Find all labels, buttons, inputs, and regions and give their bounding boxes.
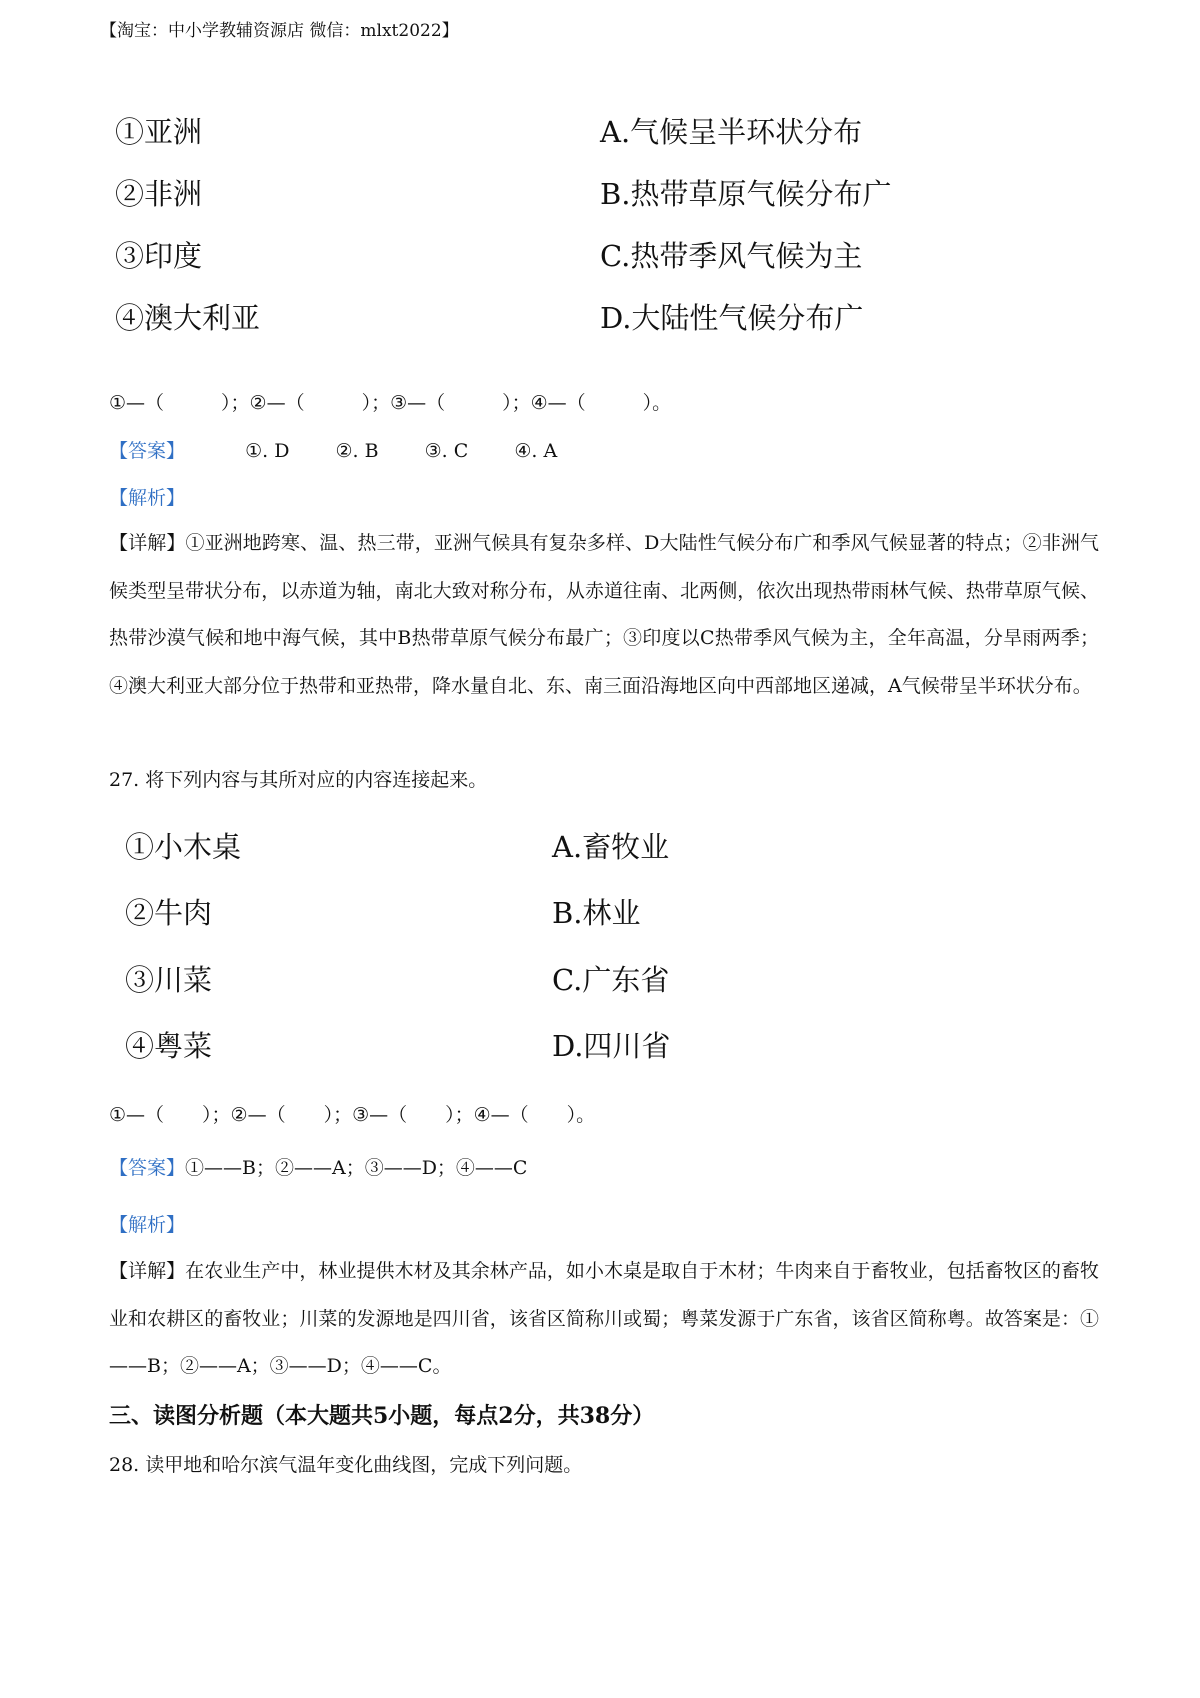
q26-left-item-3: ③印度 bbox=[115, 239, 203, 273]
answer-tag: 【答案】 bbox=[109, 440, 186, 462]
q26-answer bbox=[109, 436, 597, 463]
q27-analysis-tag: 【解析】 bbox=[109, 1214, 186, 1236]
q27-detail: 【详解】在农业生产中，林业提供木材及其余林产品，如小木桌是取自于木材；牛肉来自于畜牧业，包括畜牧区的畜牧业和农耕区的畜牧业；川菜的发源地是四川省，该省区简称川或蜀；粤菜发源于广东省，该省区简称粤。故答案是：①——B；②——A；③——D；④——C。 bbox=[109, 1260, 1099, 1377]
q26-left-item-2: ②非洲 bbox=[115, 177, 203, 211]
q26-right-item-c: C.热带季风气候为主 bbox=[600, 239, 863, 273]
q26-answer-3: ③. C bbox=[424, 440, 469, 462]
q27-right-item-a: A.畜牧业 bbox=[552, 830, 670, 864]
q27-left-item-2: ②牛肉 bbox=[125, 896, 213, 930]
q27-blanks: ①—（ ）；②—（ ）；③—（ ）；④—（ ）。 bbox=[109, 1104, 596, 1126]
q26-analysis-tag: 【解析】 bbox=[109, 487, 186, 509]
q27-right-item-b: B.林业 bbox=[552, 896, 641, 930]
page-header: 【淘宝：中小学教辅资源店 微信：mlxt2022】 bbox=[100, 21, 459, 41]
q26-left-item-4: ④澳大利亚 bbox=[115, 301, 261, 335]
q27-right-item-d: D.四川省 bbox=[552, 1029, 671, 1063]
q26-right-item-b: B.热带草原气候分布广 bbox=[600, 177, 892, 211]
q26-detail: 【详解】①亚洲地跨寒、温、热三带，亚洲气候具有复杂多样、D大陆性气候分布广和季风气候显著的特点；②非洲气候类型呈带状分布，以赤道为轴，南北大致对称分布，从赤道往南、北两侧，依次出现热带雨林气候、热带草原气候、热带沙漠气候和地中海气候，其中B热带草原气候分布最广；③印度以C热带季风气候为主，全年高温，分旱雨两季；④澳大利亚大部分位于热带和亚热带，降水量自北、东、南三面沿海地区向中西部地区递减，A气候带呈半环状分布。 bbox=[109, 532, 1099, 697]
q26-answer-4: ④. A bbox=[514, 440, 558, 462]
q27-left-item-3: ③川菜 bbox=[125, 963, 213, 997]
q27-answer-text: ①——B；②——A；③——D；④——C bbox=[185, 1157, 528, 1179]
q26-blanks: ①—（ ）；②—（ ）；③—（ ）；④—（ ）。 bbox=[109, 392, 672, 414]
q27-right-item-c: C.广东省 bbox=[552, 963, 670, 997]
q26-right-item-a: A.气候呈半环状分布 bbox=[600, 115, 863, 149]
answer-tag: 【答案】 bbox=[109, 1157, 186, 1179]
section-three-title: 三、读图分析题（本大题共5小题，每点2分，共38分） bbox=[109, 1403, 655, 1429]
q26-left-item-1: ①亚洲 bbox=[115, 115, 203, 149]
q27-answer bbox=[109, 1153, 527, 1180]
q27-left-item-4: ④粤菜 bbox=[125, 1029, 213, 1063]
q26-answer-1: ①. D bbox=[245, 440, 290, 462]
q28-stem: 28. 读甲地和哈尔滨气温年变化曲线图，完成下列问题。 bbox=[109, 1454, 583, 1476]
q27-left-item-1: ①小木桌 bbox=[125, 830, 242, 864]
q26-right-item-d: D.大陆性气候分布广 bbox=[600, 301, 864, 335]
q27-stem: 27. 将下列内容与其所对应的内容连接起来。 bbox=[109, 769, 488, 791]
q26-answer-2: ②. B bbox=[335, 440, 379, 462]
